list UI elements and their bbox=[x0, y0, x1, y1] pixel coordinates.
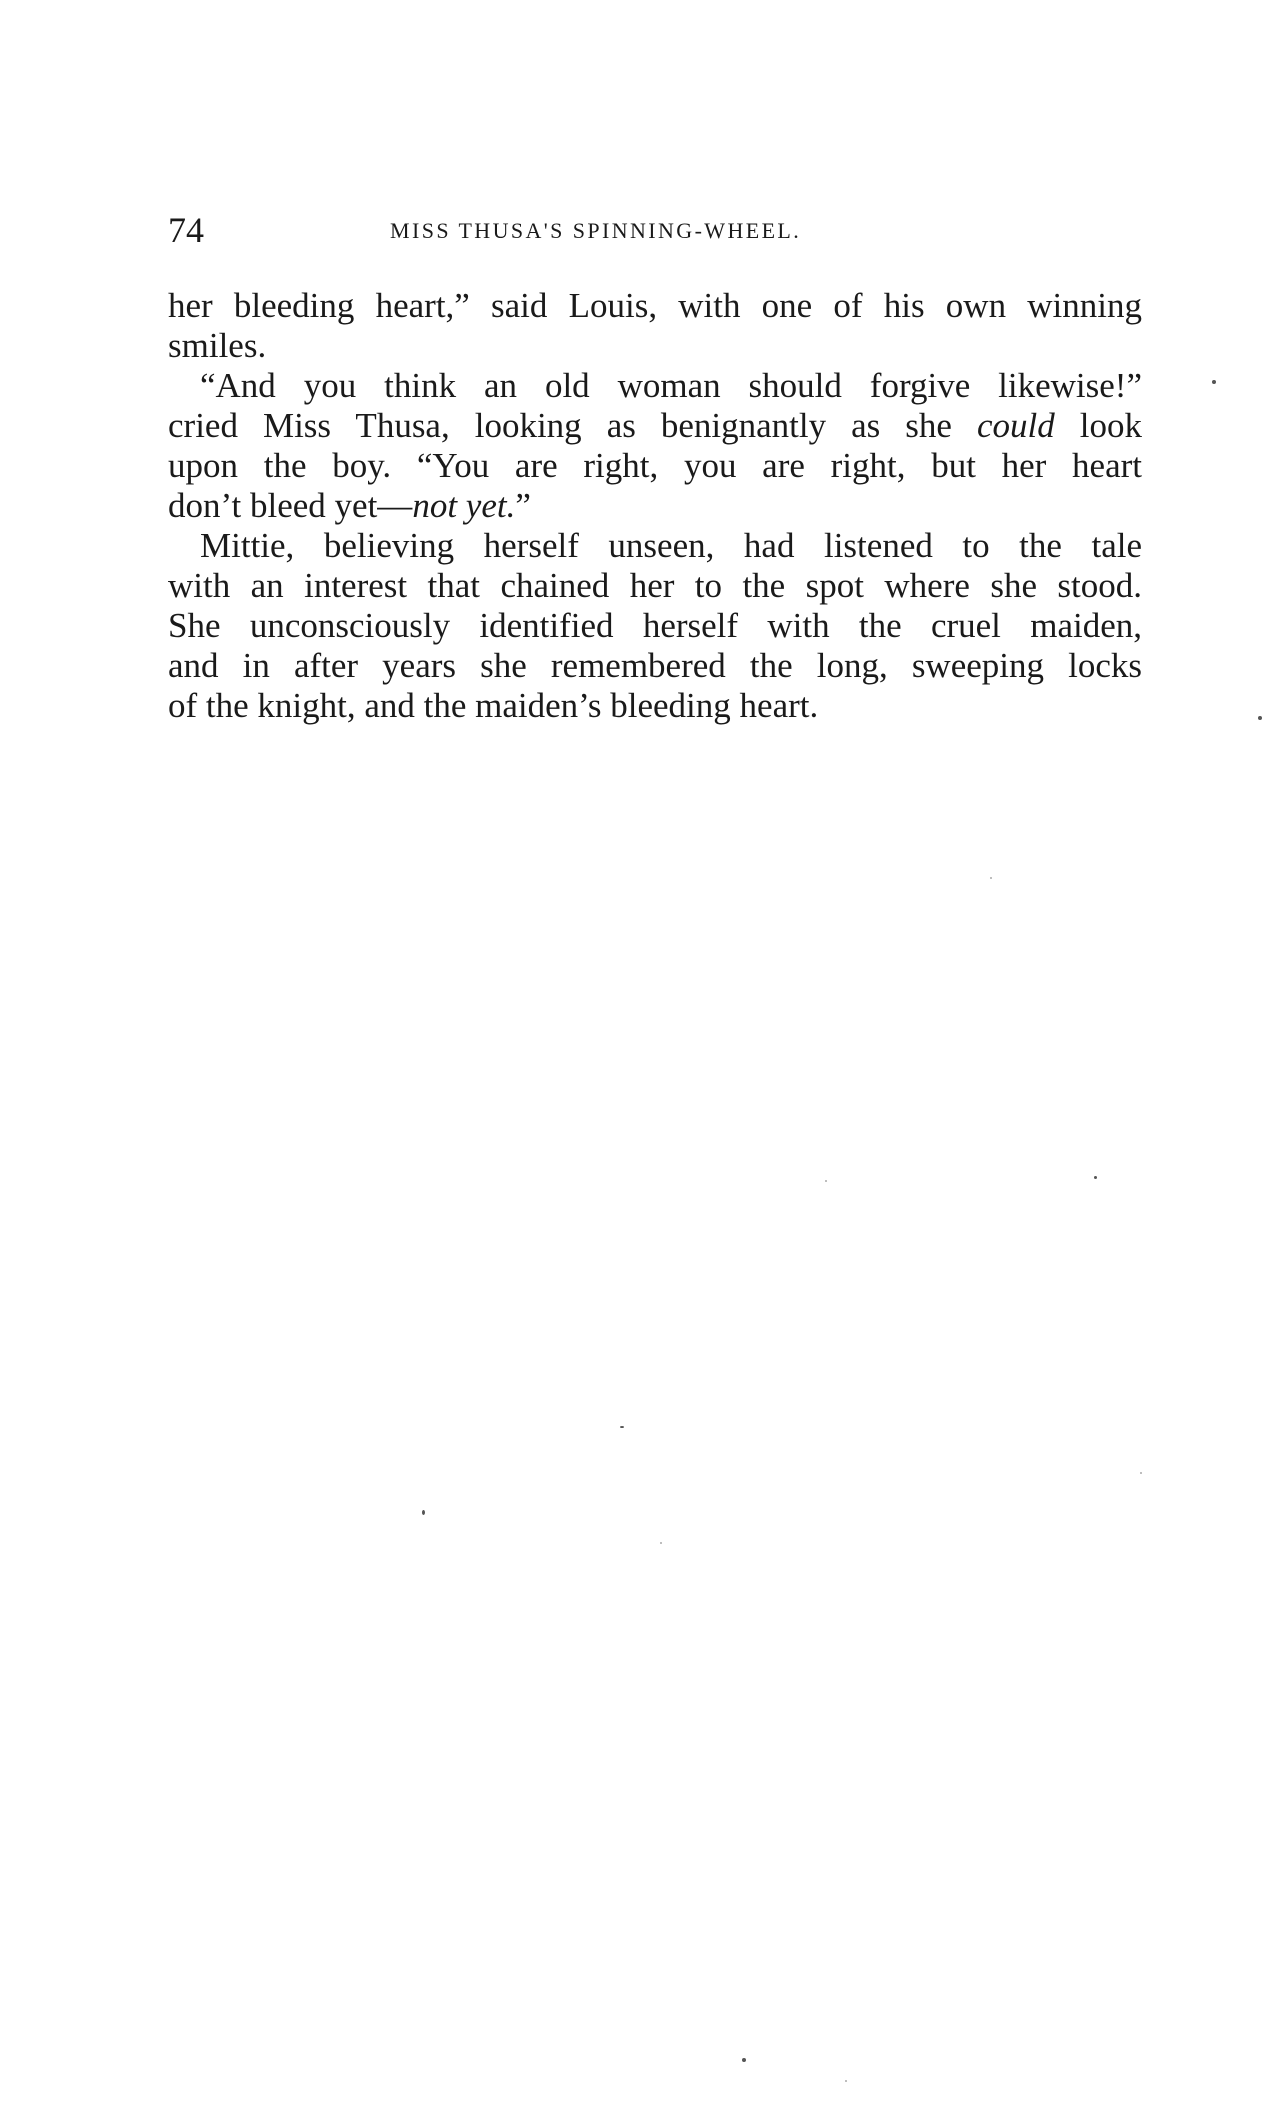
text-line-6-start: don’t bleed yet— bbox=[168, 486, 413, 525]
text-line-4 bbox=[168, 406, 1142, 446]
scan-speck bbox=[845, 2080, 847, 2082]
body-text bbox=[168, 286, 1142, 726]
text-line-10: and in after years she remembered the long, sweeping locks bbox=[168, 646, 1142, 685]
text-line-6 bbox=[168, 486, 1142, 526]
scan-speck bbox=[1094, 1176, 1097, 1179]
text-line-6-end: ” bbox=[515, 486, 531, 525]
running-title: MISS THUSA'S SPINNING-WHEEL. bbox=[390, 218, 802, 243]
text-line-8: with an interest that chained her to the spot where she stood. bbox=[168, 566, 1142, 605]
text-line-4-end: look bbox=[1054, 406, 1142, 445]
text-line-11: of the knight, and the maiden’s bleeding heart. bbox=[168, 686, 819, 725]
text-line-5: upon the boy. “You are right, you are right, but her heart bbox=[168, 446, 1142, 485]
text-line-3: “And you think an old woman should forgive likewise!” bbox=[200, 366, 1142, 405]
text-line-7: Mittie, believing herself unseen, had listened to the tale bbox=[200, 526, 1142, 565]
scan-speck bbox=[990, 877, 992, 879]
running-head bbox=[168, 205, 928, 255]
scan-speck bbox=[660, 1542, 662, 1544]
text-line-9: She unconsciously identified herself with the cruel maiden, bbox=[168, 606, 1142, 645]
scan-speck bbox=[1212, 380, 1216, 384]
scan-speck bbox=[620, 1426, 624, 1428]
text-line-4-start: cried Miss Thusa, looking as benignantly as she bbox=[168, 406, 977, 445]
scan-speck bbox=[422, 1510, 425, 1515]
text-line-2: smiles. bbox=[168, 326, 267, 365]
scan-speck bbox=[1140, 1472, 1142, 1474]
scan-speck bbox=[1258, 716, 1262, 720]
text-line-6-emphasis: not yet. bbox=[412, 486, 516, 525]
scan-speck bbox=[825, 1180, 827, 1182]
page-number: 74 bbox=[168, 210, 204, 250]
text-line-4-emphasis: could bbox=[976, 406, 1055, 445]
text-line-1: her bleeding heart,” said Louis, with one of his own winning bbox=[168, 286, 1142, 325]
scan-speck bbox=[742, 2058, 746, 2062]
